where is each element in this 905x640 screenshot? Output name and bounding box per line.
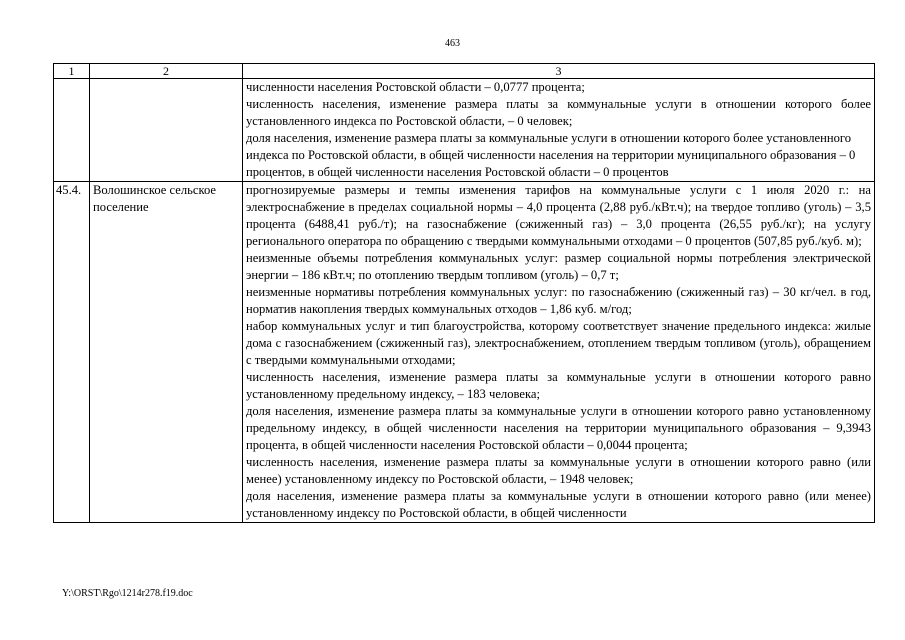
table-row <box>54 182 875 523</box>
paragraph: неизменные объемы потребления коммунальных услуг: размер социальной нормы потребления электрической энергии – 186 кВт.ч; по отоплению твердым топливом (уголь) – 0,7 т; <box>246 251 871 282</box>
paragraph: численность населения, изменение размера платы за коммунальные услуги в отношении которого равно (или менее) установленному индексу по Ростовской области, – 1948 человек; <box>246 455 871 486</box>
row-content-cell <box>243 79 875 182</box>
header-cell-1: 1 <box>54 64 90 79</box>
row-content-cell <box>243 182 875 523</box>
table-row <box>54 79 875 182</box>
paragraph: набор коммунальных услуг и тип благоустройства, которому соответствует значение предельного индекса: жилые дома с газоснабжением (сжиженный газ), электроснабжением, отоплением твердым топливом (уголь), обращением с твердыми коммунальными отходами; <box>246 319 871 367</box>
page-number: 463 <box>445 38 460 49</box>
paragraph: численность населения, изменение размера платы за коммунальные услуги в отношении которого более установленного индекса по Ростовской области, – 0 человек; <box>246 97 871 128</box>
document-table <box>53 63 875 523</box>
row-name-cell: Волошинское сельское поселение <box>90 182 243 523</box>
row-number-cell: 45.4. <box>54 182 90 523</box>
paragraph: численности населения Ростовской области – 0,0777 процента; <box>246 80 585 94</box>
table-header-row <box>54 64 875 79</box>
file-path-footer: Y:\ORST\Rgo\1214r278.f19.doc <box>62 588 193 599</box>
paragraph: доля населения, изменение размера платы за коммунальные услуги в отношении которого равно (или менее) установленному индексу по Ростовской области, в общей численности <box>246 489 871 520</box>
paragraph: прогнозируемые размеры и темпы изменения тарифов на коммунальные услуги с 1 июля 2020 г.: на электроснабжение в пределах социальной нормы – 4,0 процента (2,88 руб./кВт.ч); на твердое топливо (уголь) – 3,5 процента (6488,41 руб./т); на газоснабжение (сжиженный газ) – 3,0 процента (26,55 руб./кг); на услугу регионального оператора по обращению с твердыми коммунальными отходами – 0 процентов (507,85 руб./куб. м); <box>246 183 871 248</box>
paragraph: неизменные нормативы потребления коммунальных услуг: по газоснабжению (сжиженный газ) – 30 кг/чел. в год, норматив накопления твердых коммунальных отходов – 1,86 куб. м/год; <box>246 285 871 316</box>
paragraph: доля населения, изменение размера платы за коммунальные услуги в отношении которого более установленного индекса по Ростовской области, в общей численности населения на территории муниципального образования – 0 процентов, в общей численности населения Ростовской области – 0 процентов <box>246 131 856 179</box>
paragraph: доля населения, изменение размера платы за коммунальные услуги в отношении которого равно установленному предельному индексу, в общей численности населения на территории муниципального образования – 9,3943 процента, в общей численности населения Ростовской области – 0,0044 процента; <box>246 404 871 452</box>
row-number-cell <box>54 79 90 182</box>
paragraph: численность населения, изменение размера платы за коммунальные услуги в отношении которого равно установленному предельному индексу, – 183 человека; <box>246 370 871 401</box>
header-cell-2: 2 <box>90 64 243 79</box>
header-cell-3: 3 <box>243 64 875 79</box>
row-name-cell <box>90 79 243 182</box>
